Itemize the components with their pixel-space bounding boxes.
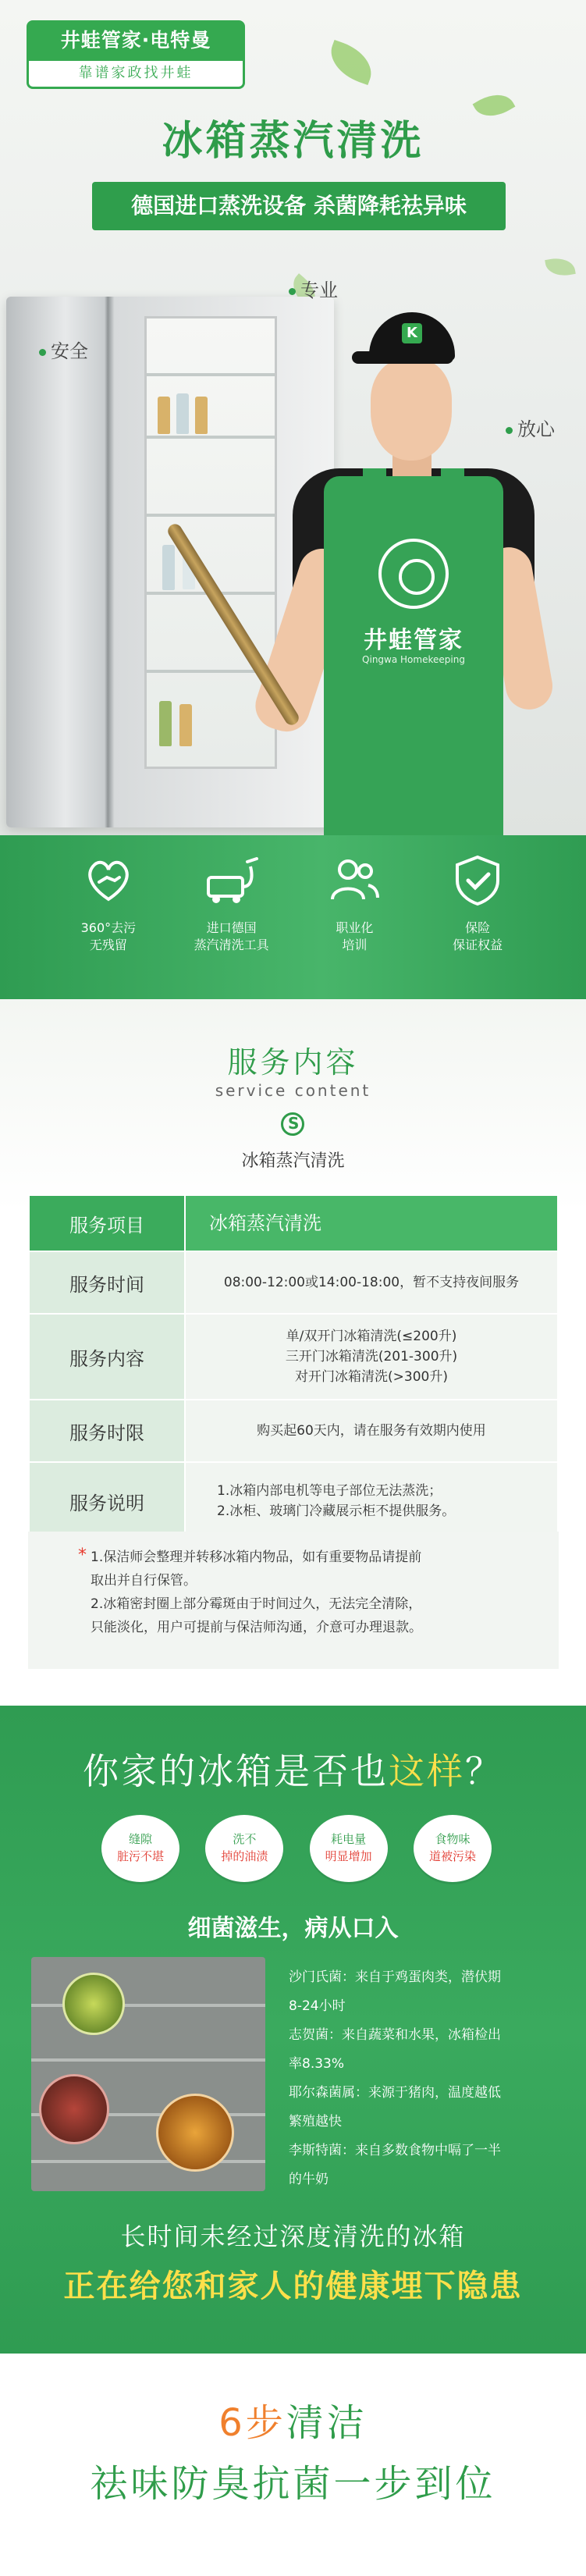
- feature-item: 保险 保证权益: [427, 835, 528, 999]
- steps-title: 6步清洁: [218, 2401, 368, 2445]
- warning-line-2: 正在给您和家人的健康埋下隐患: [63, 2268, 523, 2304]
- shield-check-icon: [448, 851, 507, 910]
- problems-title: 你家的冰箱是否也这样？: [83, 1750, 503, 1792]
- service-title: 服务内容: [227, 1045, 359, 1080]
- germ-icon: [156, 2094, 234, 2172]
- service-name: 冰箱蒸汽清洗: [241, 1151, 345, 1171]
- problems-section: [0, 1706, 586, 2354]
- germ-list: 沙门氏菌：来自于鸡蛋肉类，潜伏期 8-24小时 志贺菌：来自蔬菜和水果，冰箱检出 率8.33% 耶尔森菌属：来源于猪肉，温度越低 繁殖越快 李斯特菌：来自多数食物中嗝了一半 的牛奶: [289, 1969, 501, 2187]
- table-row: 服务内容 单/双开门冰箱清洗(≤200升) 三开门冰箱清洗(201-300升) 对开门冰箱清洗(>300升): [29, 1314, 558, 1400]
- problem-bubble: 缝隙 脏污不堪: [101, 1815, 179, 1882]
- worker-image: [277, 312, 535, 835]
- brand-slogan: 靠谱家政找井蛙: [27, 61, 245, 89]
- problems-subtitle: 细菌滋生，病从口入: [187, 1915, 399, 1942]
- hero-title: 冰箱蒸汽清洗: [162, 118, 424, 165]
- table-row: 服务时限 购买起60天内，请在服务有效期内使用: [29, 1400, 558, 1462]
- cap-logo-icon: K: [402, 323, 422, 343]
- leaf-decoration: [324, 40, 378, 85]
- label-professional: 专业: [289, 275, 338, 302]
- table-header-key: 服务项目: [29, 1195, 185, 1251]
- service-subtitle: service content: [215, 1081, 371, 1100]
- table-header-row: [29, 1195, 558, 1251]
- steps-subtitle: 祛味防臭抗菌一步到位: [90, 2462, 496, 2506]
- steam-machine-icon: [202, 851, 261, 910]
- problem-bubble: 食物味 道被污染: [414, 1815, 492, 1882]
- table-row: 服务时间 08:00-12:00或14:00-18:00，暂不支持夜间服务: [29, 1251, 558, 1314]
- germ-icon: [62, 1973, 125, 2035]
- table-row: 服务说明 1.冰箱内部电机等电子部位无法蒸洗； 2.冰柜、玻璃门冷藏展示柜不提供服务。: [29, 1462, 558, 1540]
- heart-hand-icon: [79, 851, 138, 910]
- team-icon: [325, 851, 384, 910]
- steps-section: [0, 2354, 586, 2576]
- apron-sub: Qingwa Homekeeping: [362, 654, 465, 665]
- apron-logo-icon: [378, 539, 449, 609]
- table-header-value: 冰箱蒸汽清洗: [185, 1195, 558, 1251]
- service-note: * 1.保洁师会整理并转移冰箱内物品，如有重要物品请提前 取出并自行保管。 2.冰箱密封圈上部分霉斑由于时间过久，无法完全清除， 只能淡化，用户可提前与保洁师沟通，介意可办理退款。: [28, 1532, 559, 1669]
- service-section: [0, 999, 586, 1706]
- leaf-decoration: [545, 255, 576, 279]
- germ-fridge-image: [31, 1957, 265, 2191]
- apron-brand: 井蛙管家: [364, 627, 463, 654]
- service-table: [28, 1194, 559, 1541]
- brand-logo: [27, 20, 245, 91]
- label-relief: 放心: [506, 414, 555, 441]
- note-star: *: [78, 1546, 87, 1565]
- service-logo-icon: [281, 1112, 304, 1136]
- label-safe: 安全: [39, 336, 88, 363]
- problem-bubble: 耗电量 明显增加: [310, 1815, 388, 1882]
- hero-subtitle: 德国进口蒸洗设备 杀菌降耗祛异味: [92, 182, 506, 230]
- feature-item: 职业化 培训: [304, 835, 405, 999]
- feature-item: 进口德国 蒸汽清洗工具: [181, 835, 282, 999]
- germ-icon: [39, 2074, 109, 2144]
- brand-name: 井蛙管家·电特曼: [27, 20, 245, 61]
- hero-section: [0, 0, 586, 835]
- problem-bubbles: [101, 1815, 492, 1882]
- warning-line-1: 长时间未经过深度清洗的冰箱: [120, 2222, 466, 2251]
- feature-item: 360°去污 无残留: [58, 835, 159, 999]
- problem-bubble: 洗不 掉的油渍: [205, 1815, 283, 1882]
- feature-strip: [0, 835, 586, 999]
